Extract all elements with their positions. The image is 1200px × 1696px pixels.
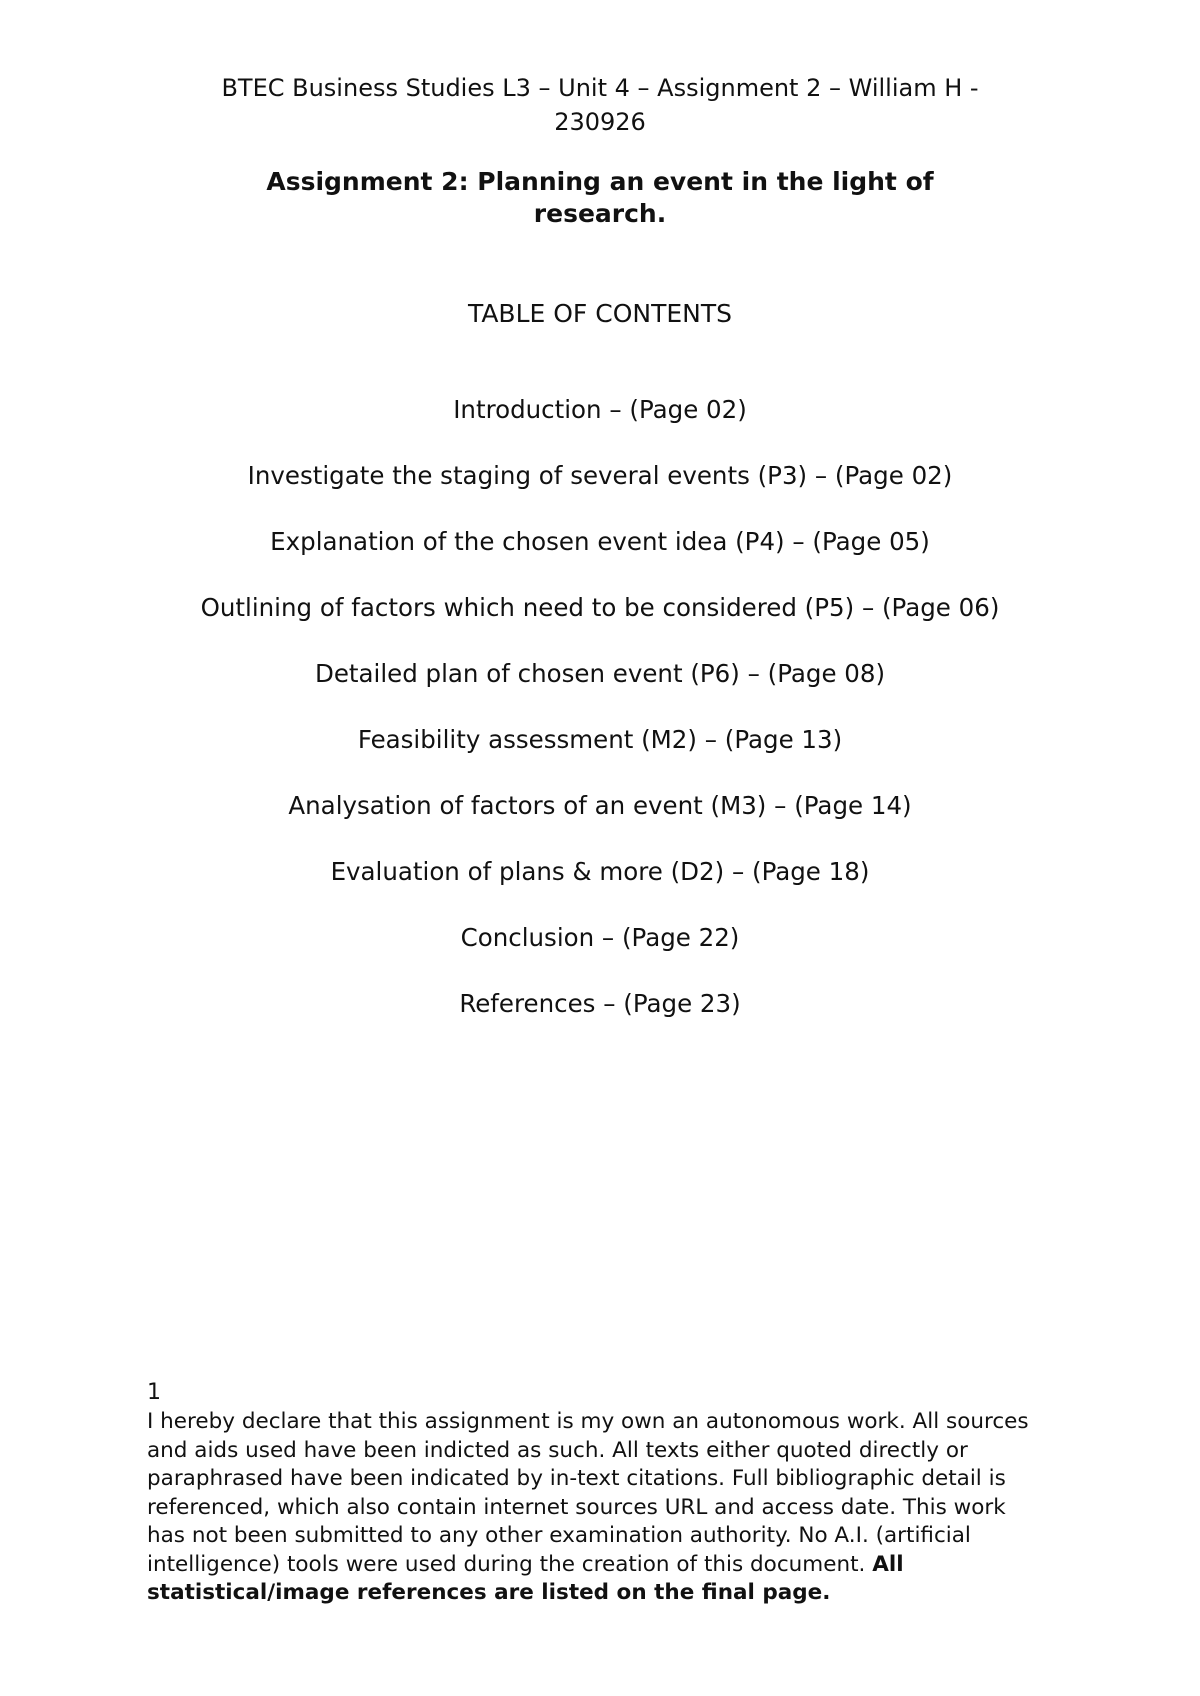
header-line-2: 230926 <box>554 108 646 136</box>
header-line-1: BTEC Business Studies L3 – Unit 4 – Assignment 2 – William H - <box>221 74 979 102</box>
toc-item-m2: Feasibility assessment (M2) – (Page 13) <box>357 725 843 754</box>
assignment-title-line-1: Assignment 2: Planning an event in the light of <box>266 167 934 196</box>
toc-item-p4: Explanation of the chosen event idea (P4) – (Page 05) <box>270 527 930 556</box>
footnote-number: 1 <box>147 1380 161 1405</box>
toc-item-d2: Evaluation of plans & more (D2) – (Page 18) <box>330 857 870 886</box>
toc-heading: TABLE OF CONTENTS <box>467 299 732 328</box>
toc-item-p6: Detailed plan of chosen event (P6) – (Page 08) <box>314 659 886 688</box>
declaration-text: I hereby declare that this assignment is my own an autonomous work. All sources and aids used have been indicted as such. All texts either quoted directly or paraphrased have been indicated by in-text citations. Full bibliographic detail is referenced, which also contain internet sources URL and access date. This work has not been submitted to any other examination authority. No A.I. (artificial intelligence) tools were used during the creation of this document. <box>147 1409 1029 1577</box>
declaration-footnote <box>147 1378 1047 1608</box>
toc-item-p5: Outlining of factors which need to be considered (P5) – (Page 06) <box>200 593 1000 622</box>
toc-item-m3: Analysation of factors of an event (M3) – (Page 14) <box>288 791 912 820</box>
declaration-bold-text: All statistical/image references are listed on the final page. <box>147 1551 904 1605</box>
toc-item-conclusion: Conclusion – (Page 22) <box>460 923 740 952</box>
assignment-title-line-2: research. <box>533 199 667 228</box>
toc-item-introduction: Introduction – (Page 02) <box>453 395 747 424</box>
toc-item-references: References – (Page 23) <box>459 989 741 1018</box>
toc-list <box>150 393 1050 1053</box>
toc-item-p3: Investigate the staging of several events (P3) – (Page 02) <box>247 461 953 490</box>
